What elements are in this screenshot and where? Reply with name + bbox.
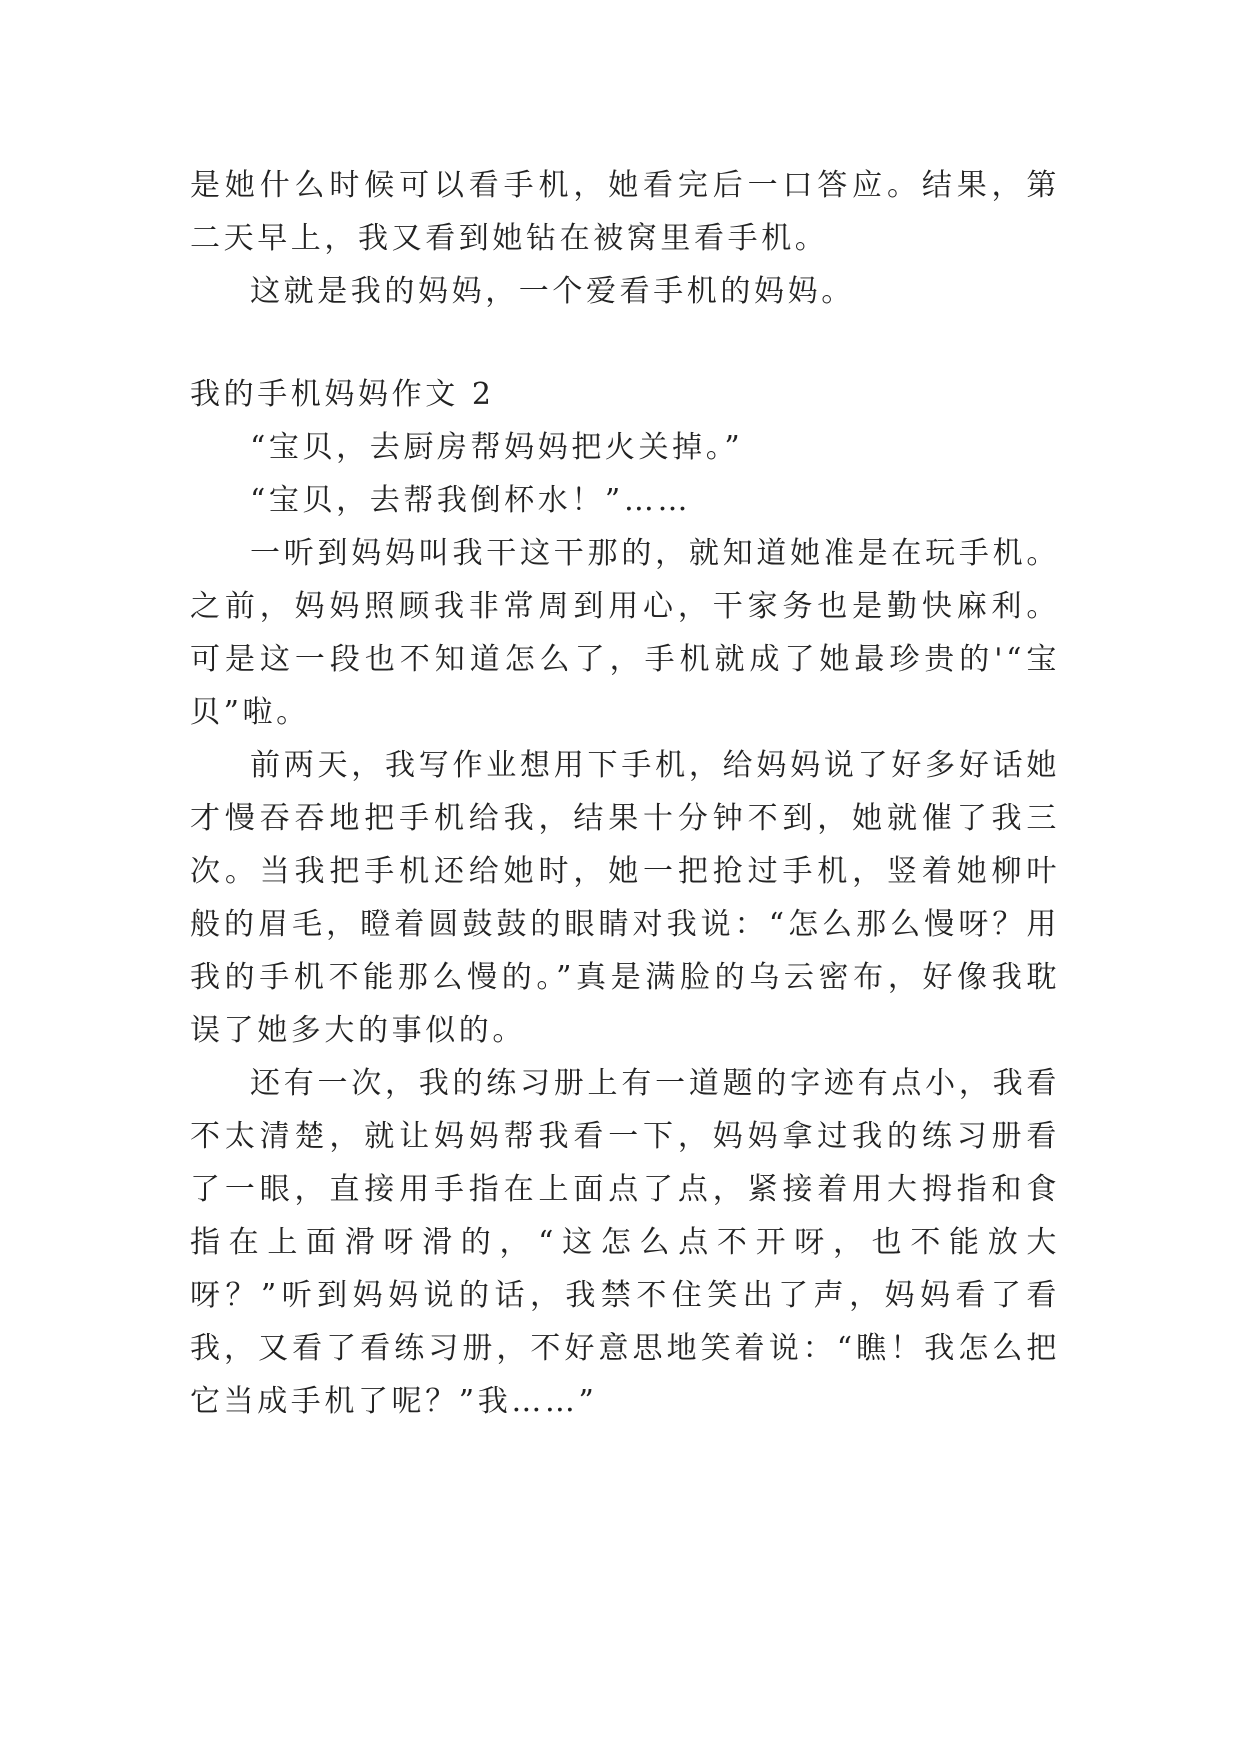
paragraph-body-1: 一听到妈妈叫我干这干那的，就知道她准是在玩手机。之前，妈妈照顾我非常周到用心，干家务也是勤快麻利。可是这一段也不知道怎么了，手机就成了她最珍贵的'“宝贝”啦。	[190, 536, 1060, 730]
paragraph-body-3: 还有一次，我的练习册上有一道题的字迹有点小，我看不太清楚，就让妈妈帮我看一下，妈妈拿过我的练习册看了一眼，直接用手指在上面点了点，紧接着用大拇指和食指在上面滑呀滑的，“这怎么点不开呀，也不能放大呀？”听到妈妈说的话，我禁不住笑出了声，妈妈看了看我，又看了看练习册，不好意思地笑着说：“瞧！我怎么把它当成手机了呢？”我……”	[190, 1066, 1060, 1419]
paragraph-continuation: 是她什么时候可以看手机，她看完后一口答应。结果，第二天早上，我又看到她钻在被窝里看手机。	[190, 168, 1060, 256]
document-body	[190, 159, 1060, 1428]
paragraph-dialogue-2: “宝贝，去帮我倒杯水！”……	[250, 483, 692, 518]
section-title: 我的手机妈妈作文 2	[190, 377, 495, 412]
paragraph-body-2: 前两天，我写作业想用下手机，给妈妈说了好多好话她才慢吞吞地把手机给我，结果十分钟不到，她就催了我三次。当我把手机还给她时，她一把抢过手机，竖着她柳叶般的眉毛，瞪着圆鼓鼓的眼睛对我说：“怎么那么慢呀？用我的手机不能那么慢的。”真是满脸的乌云密布，好像我耽误了她多大的事似的。	[190, 748, 1060, 1048]
paragraph-conclusion: 这就是我的妈妈，一个爱看手机的妈妈。	[250, 274, 855, 309]
paragraph-dialogue-1: “宝贝，去厨房帮妈妈把火关掉。”	[250, 430, 744, 465]
